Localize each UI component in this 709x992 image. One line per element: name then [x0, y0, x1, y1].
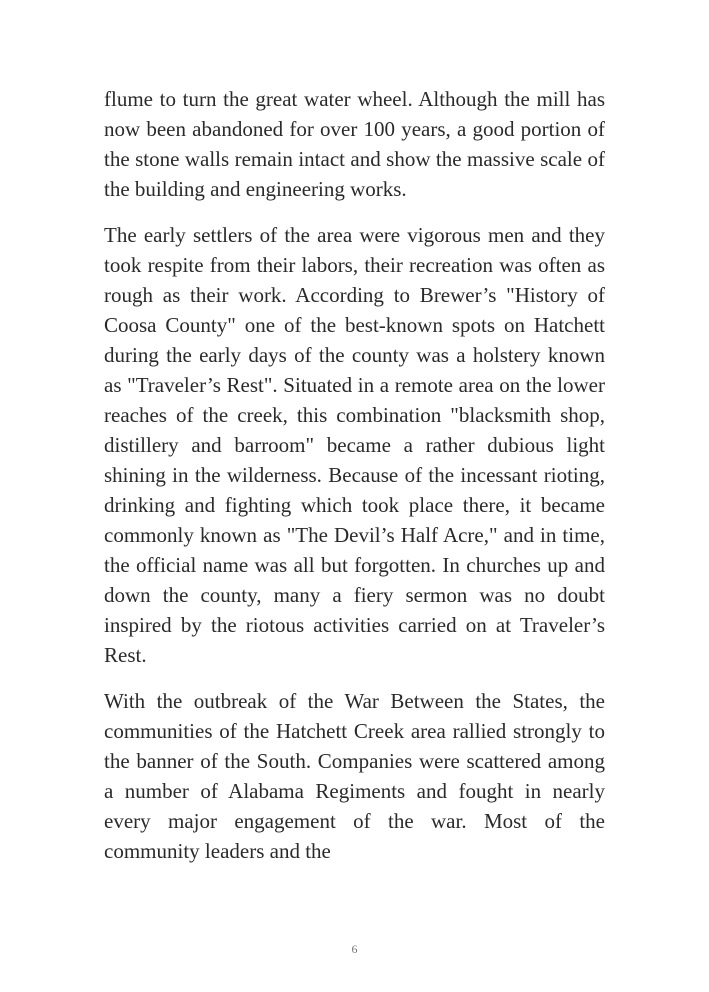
paragraph-war-between-states: With the outbreak of the War Between the States, the communities of the Hatchett Creek area rallied strongly to the banner of the South. Companies were scattered among a number of Alabama Regiments and fought in nearly every major engagement of the war. Most of the community leaders and the [104, 689, 605, 863]
paragraph-travelers-rest: The early settlers of the area were vigorous men and they took respite from their labors, their recreation was often as rough as their work. According to Brewer’s "History of Coosa County" one of the best-known spots on Hatchett during the early days of the county was a holstery known as "Traveler’s Rest". Situated in a remote area on the lower reaches of the creek, this combination "blacksmith shop, distillery and barroom" became a rather dubious light shining in the wilderness. Because of the incessant rioting, drinking and fighting which took place there, it became commonly known as "The Devil’s Half Acre," and in time, the official name was all but forgotten. In churches up and down the county, many a fiery sermon was no doubt inspired by the riotous activities carried on at Traveler’s Rest. [104, 223, 605, 667]
paragraph-mill-walls: flume to turn the great water wheel. Although the mill has now been abandoned for over 100 years, a good portion of the stone walls remain intact and show the massive scale of the building and engineering works. [104, 87, 605, 201]
page-number: 6 [351, 942, 358, 956]
body-text [104, 84, 605, 882]
